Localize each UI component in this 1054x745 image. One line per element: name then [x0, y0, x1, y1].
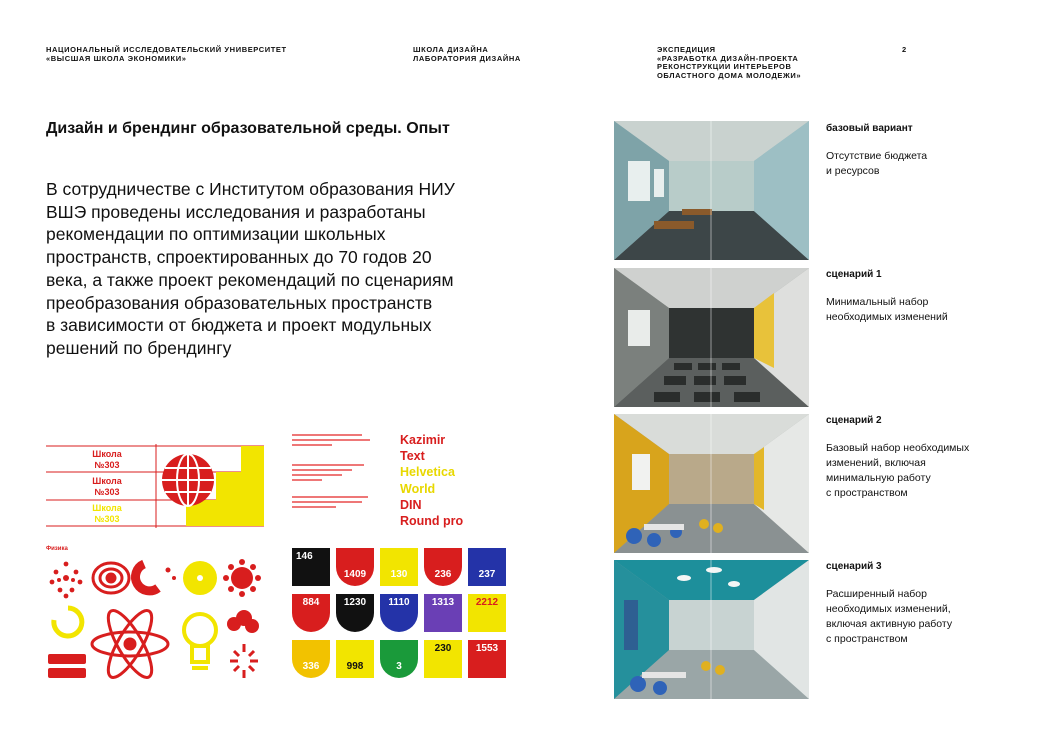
scenario-title: сценарий 1	[826, 269, 882, 280]
scenario-description-line: Минимальный набор	[826, 296, 929, 308]
magnet-icon	[136, 564, 176, 591]
lightbulb-icon	[184, 614, 216, 668]
header-expedition-line: ОБЛАСТНОГО ДОМА МОЛОДЕЖИ»	[657, 70, 802, 80]
sign-label	[82, 449, 132, 471]
header-university	[46, 46, 287, 63]
fonts-list	[400, 432, 463, 529]
sign-label-line: №303	[94, 460, 120, 470]
badge	[292, 640, 330, 678]
badge-number: 336	[302, 661, 320, 672]
sign-label-line: Школа	[92, 449, 122, 459]
body-line: века, а также проект рекомендаций по сценариям	[46, 269, 454, 290]
badge-number: 1553	[475, 643, 499, 654]
header-university-line: НАЦИОНАЛЬНЫЙ ИССЛЕДОВАТЕЛЬСКИЙ УНИВЕРСИТЕТ	[46, 45, 287, 54]
badge-number: 130	[390, 569, 408, 580]
waves-icon	[48, 654, 86, 678]
particles-icon	[50, 562, 83, 599]
sign-label-line: Школа	[92, 476, 122, 486]
header-school-line: ЛАБОРАТОРИЯ ДИЗАЙНА	[413, 53, 521, 63]
physics-icons	[46, 558, 266, 684]
font-name: World	[400, 481, 436, 496]
body-line: ВШЭ проведены исследования и разработаны	[46, 201, 426, 222]
badge-number: 1110	[388, 597, 410, 608]
scenario-description-line: с пространством	[826, 487, 908, 499]
font-name: DIN	[400, 497, 422, 512]
sign-label-line: №303	[94, 514, 120, 524]
scenario-description	[826, 441, 969, 501]
body-line: рекомендации по оптимизации школьных	[46, 224, 386, 245]
badge-number: 2212	[475, 597, 499, 608]
sign-label-line: №303	[94, 487, 120, 497]
badge	[424, 594, 462, 632]
badge-number: 146	[296, 551, 313, 562]
header-expedition-line: ЭКСПЕДИЦИЯ	[657, 45, 716, 54]
scenario-title: сценарий 3	[826, 561, 882, 572]
badge-number: 230	[434, 643, 452, 654]
badge	[468, 640, 506, 678]
font-name: Text	[400, 449, 425, 464]
badge-number: 998	[346, 661, 364, 672]
sun-icon	[183, 561, 217, 595]
header-university-line: «ВЫСШАЯ ШКОЛА ЭКОНОМИКИ»	[46, 53, 187, 63]
scenario-description-line: с пространством	[826, 633, 908, 645]
page-title: Дизайн и брендинг образовательной среды. Опыт	[46, 120, 450, 137]
sun-rays-icon	[230, 644, 258, 678]
cycle-arrow-icon	[54, 608, 82, 636]
body-line: в зависимости от бюджета и проект модульных	[46, 315, 432, 336]
photo-corridor-scenario-3	[614, 560, 809, 699]
badge	[468, 594, 506, 632]
body-line: преобразования образовательных пространств	[46, 292, 433, 313]
magnetic-field-icon	[93, 563, 129, 593]
sign-label	[82, 503, 132, 525]
badge-number: 1409	[343, 569, 367, 580]
scenario-description	[826, 295, 948, 325]
body-paragraph	[46, 178, 526, 360]
scenario-description-line: изменений, включая	[826, 457, 926, 469]
scenario-description	[826, 587, 952, 647]
font-name: Round pro	[400, 514, 464, 529]
scenario-description-line: Базовый набор необходимых	[826, 442, 970, 454]
scenario-description-line: и ресурсов	[826, 165, 880, 177]
scenario-description-line: необходимых изменений,	[826, 603, 951, 615]
scenario-title: сценарий 2	[826, 415, 882, 426]
badge	[380, 640, 418, 678]
badge	[292, 548, 330, 586]
tiny-text-blocks	[292, 434, 382, 514]
header-school-line: ШКОЛА ДИЗАЙНА	[413, 45, 489, 54]
body-line: пространств, спроектированных до 70 годов 20	[46, 247, 432, 268]
sign-label-line: Школа	[92, 503, 122, 513]
cloud-icon	[227, 610, 259, 633]
font-name: Kazimir	[400, 433, 446, 447]
district-badges-grid	[292, 548, 512, 688]
badge-number: 3	[396, 661, 402, 672]
badge-number: 236	[434, 569, 452, 580]
atom-icon	[92, 605, 168, 683]
fizika-label: Физика	[46, 546, 68, 552]
header-expedition-line: РЕКОНСТРУКЦИИ ИНТЕРЬЕРОВ	[657, 62, 792, 71]
badge	[380, 548, 418, 586]
body-line: В сотрудничестве с Институтом образования НИУ	[46, 179, 455, 199]
page-number: 2	[902, 45, 907, 54]
header-expedition	[657, 46, 801, 80]
badge-number: 884	[302, 597, 320, 608]
badge	[424, 548, 462, 586]
badge-number: 1313	[431, 597, 455, 608]
sign-label	[82, 476, 132, 498]
scenario-description-line: Расширенный набор	[826, 588, 927, 600]
badge	[380, 594, 418, 632]
header-expedition-line: «РАЗРАБОТКА ДИЗАЙН-ПРОЕКТА	[657, 53, 799, 63]
photo-corridor-scenario-1	[614, 268, 809, 407]
scenario-description-line: необходимых изменений	[826, 311, 948, 323]
scenario-description-line: Отсутствие бюджета	[826, 150, 928, 162]
school-signage-mockup	[46, 444, 264, 528]
badge	[468, 548, 506, 586]
scenario-description-line: минимальную работу	[826, 472, 931, 484]
badge	[336, 594, 374, 632]
header-school	[413, 46, 521, 63]
badge-number: 237	[478, 569, 496, 580]
body-line: решений по брендингу	[46, 337, 232, 358]
scenario-description-line: включая активную работу	[826, 618, 953, 630]
badge	[336, 640, 374, 678]
badge	[292, 594, 330, 632]
photo-corridor-scenario-2	[614, 414, 809, 553]
badge-number: 1230	[343, 597, 367, 608]
photo-corridor-base	[614, 121, 809, 260]
scenario-description	[826, 149, 927, 179]
virus-icon	[223, 559, 261, 597]
badge	[336, 548, 374, 586]
badge	[424, 640, 462, 678]
font-name: Helvetica	[400, 465, 455, 480]
scenario-title: базовый вариант	[826, 123, 913, 134]
